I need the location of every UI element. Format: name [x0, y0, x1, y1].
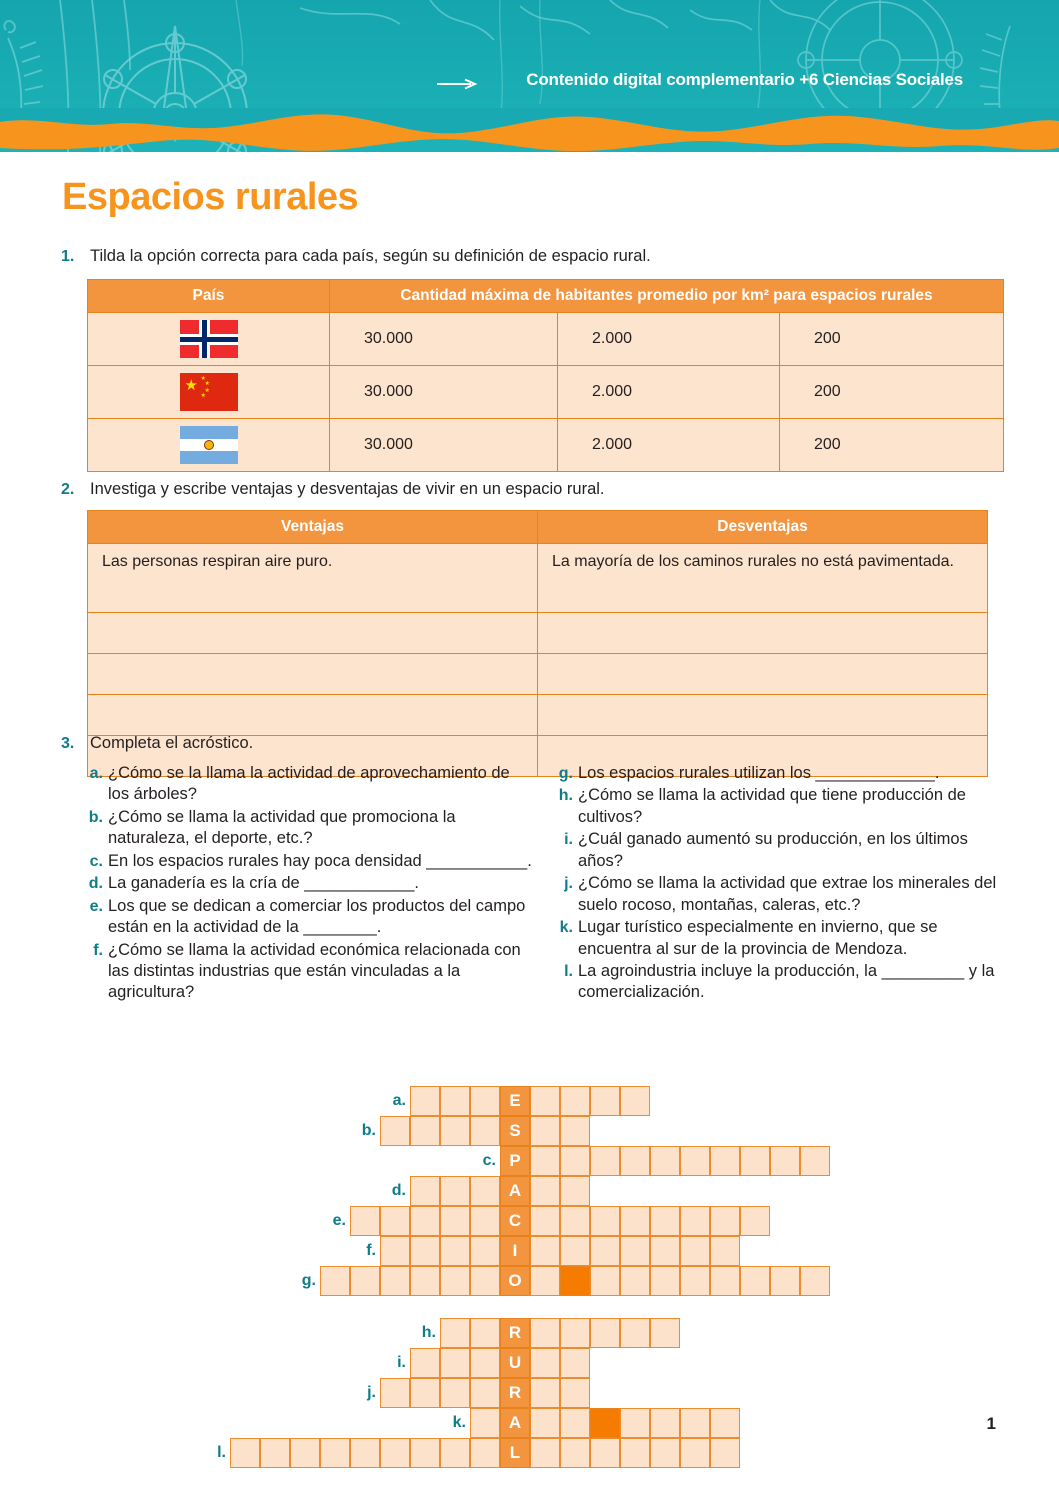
grid-cell[interactable] [560, 1318, 590, 1348]
clue-item-j [551, 873, 1001, 916]
grid-cell[interactable] [650, 1438, 680, 1468]
argentina-flag-cell [88, 419, 330, 472]
grid-cell[interactable] [440, 1206, 470, 1236]
grid-cell[interactable] [410, 1206, 440, 1236]
grid-cell[interactable] [710, 1146, 740, 1176]
clue-text-b: ¿Cómo se llama la actividad que promociona la naturaleza, el deporte, etc.? [108, 807, 456, 848]
desventaja-cell[interactable] [538, 695, 988, 736]
grid-cell[interactable] [590, 1438, 620, 1468]
option-cell-2000[interactable]: 2.000 [558, 313, 780, 366]
desventaja-cell[interactable]: La mayoría de los caminos rurales no está pavimentada. [538, 544, 988, 613]
clue-item-b [79, 807, 534, 850]
grid-row-offset [0, 1116, 346, 1146]
option-cell-2000[interactable]: 2.000 [558, 366, 780, 419]
grid-row-offset [0, 1438, 196, 1468]
grid-row-label: f. [366, 1242, 376, 1259]
grid-row-label: d. [391, 1182, 406, 1199]
grid-cell[interactable] [710, 1438, 740, 1468]
grid-cell[interactable] [470, 1318, 500, 1348]
grid-cell[interactable] [620, 1206, 650, 1236]
grid-row-f [0, 1236, 1059, 1266]
grid-cell[interactable] [650, 1146, 680, 1176]
ventaja-cell[interactable] [88, 654, 538, 695]
page-banner [0, 0, 1059, 152]
grid-row-offset [0, 1318, 406, 1348]
grid-cell[interactable] [560, 1116, 590, 1146]
grid-cell[interactable] [350, 1266, 380, 1296]
exercise-3-instruction: Completa el acróstico. [90, 734, 254, 752]
grid-cell[interactable] [530, 1408, 560, 1438]
table-paises [87, 279, 1004, 472]
grid-cell[interactable] [470, 1266, 500, 1296]
grid-cell[interactable] [530, 1086, 560, 1116]
clue-item-f [79, 940, 534, 1004]
grid-blocked-cell [560, 1266, 590, 1296]
grid-cell[interactable] [740, 1266, 770, 1296]
clue-item-d [79, 873, 534, 894]
clue-item-a [79, 763, 534, 806]
grid-cell[interactable] [470, 1176, 500, 1206]
grid-spine-cell: A [500, 1176, 530, 1206]
grid-cell[interactable] [470, 1348, 500, 1378]
clue-item-l [551, 961, 1001, 1004]
grid-cell[interactable] [560, 1378, 590, 1408]
table-row [88, 654, 988, 695]
grid-row-b [0, 1116, 1059, 1146]
china-flag-cell [88, 366, 330, 419]
grid-cell[interactable] [800, 1266, 830, 1296]
grid-spine-cell: E [500, 1086, 530, 1116]
grid-cell[interactable] [620, 1146, 650, 1176]
grid-row-i [0, 1348, 1059, 1378]
grid-cell[interactable] [260, 1438, 290, 1468]
clue-letter-j: j. [564, 875, 573, 893]
grid-cell[interactable] [530, 1266, 560, 1296]
clue-letter-i: i. [564, 831, 573, 849]
clue-text-d: La ganadería es la cría de ____________. [108, 874, 420, 893]
grid-row-offset [0, 1236, 346, 1266]
grid-row-offset [0, 1266, 286, 1296]
exercise-3-number: 3. [61, 735, 75, 752]
grid-row-label: e. [332, 1212, 346, 1229]
option-cell-30000[interactable]: 30.000 [330, 366, 558, 419]
grid-row-h [0, 1318, 1059, 1348]
grid-cell[interactable] [380, 1378, 410, 1408]
grid-row-j [0, 1378, 1059, 1408]
grid-cell[interactable] [530, 1438, 560, 1468]
grid-row-offset [0, 1086, 376, 1116]
grid-row-label: g. [301, 1272, 316, 1289]
table-paises-header-row [88, 280, 1004, 313]
grid-row-e [0, 1206, 1059, 1236]
ventaja-cell[interactable] [88, 613, 538, 654]
option-cell-30000[interactable]: 30.000 [330, 313, 558, 366]
th-cantidad-maxima: Cantidad máxima de habitantes promedio por km² para espacios rurales [330, 280, 1004, 313]
grid-spine-cell: U [500, 1348, 530, 1378]
acrostico-clues-right [551, 763, 1001, 1005]
grid-cell[interactable] [620, 1236, 650, 1266]
grid-row-d [0, 1176, 1059, 1206]
option-cell-2000[interactable]: 2.000 [558, 419, 780, 472]
clue-text-e: Los que se dedican a comerciar los productos del campo están en la actividad de la ________. [108, 896, 526, 937]
table-row [88, 419, 1004, 472]
grid-cell[interactable] [680, 1146, 710, 1176]
clue-text-f: ¿Cómo se llama la actividad económica relacionada con las distintas industrias que están vinculadas a la agricultura? [108, 940, 521, 1002]
clue-letter-h: h. [558, 787, 573, 805]
grid-cell[interactable] [590, 1266, 620, 1296]
grid-row-k [0, 1408, 1059, 1438]
grid-cell[interactable] [560, 1206, 590, 1236]
grid-cell[interactable] [530, 1206, 560, 1236]
grid-cell[interactable] [380, 1236, 410, 1266]
grid-cell[interactable] [590, 1146, 620, 1176]
acrostico-clues-left [79, 763, 534, 1005]
china-flag: ★ ★ ★ ★ ★ [180, 373, 238, 411]
grid-cell[interactable] [530, 1146, 560, 1176]
grid-cell[interactable] [590, 1206, 620, 1236]
grid-row-label: j. [367, 1384, 376, 1401]
grid-spine-cell: S [500, 1116, 530, 1146]
exercise-1-number: 1. [61, 248, 75, 265]
exercise-2-instruction: Investiga y escribe ventajas y desventajas de vivir en un espacio rural. [90, 480, 605, 498]
clue-item-i [551, 829, 1001, 872]
exercise-2-number: 2. [61, 481, 75, 498]
clue-letter-k: k. [559, 919, 573, 937]
grid-cell[interactable] [440, 1318, 470, 1348]
grid-cell[interactable] [530, 1378, 560, 1408]
clue-text-i: ¿Cuál ganado aumentó su producción, en los últimos años? [578, 830, 968, 870]
grid-row-offset [0, 1348, 376, 1378]
grid-cell[interactable] [530, 1176, 560, 1206]
grid-cell[interactable] [620, 1318, 650, 1348]
option-cell-200[interactable]: 200 [780, 419, 1004, 472]
clue-item-g [551, 763, 1001, 784]
table-row [88, 695, 988, 736]
grid-cell[interactable] [710, 1206, 740, 1236]
grid-cell[interactable] [380, 1206, 410, 1236]
grid-spine-cell: L [500, 1438, 530, 1468]
grid-row-label: h. [421, 1324, 436, 1341]
grid-cell[interactable] [440, 1116, 470, 1146]
th-desventajas: Desventajas [538, 511, 988, 544]
banner-title: Contenido digital complementario +6 Ciencias Sociales [526, 70, 963, 89]
clue-letter-a: a. [89, 765, 103, 782]
grid-spine-cell: A [500, 1408, 530, 1438]
option-cell-30000[interactable]: 30.000 [330, 419, 558, 472]
norway-flag [180, 320, 238, 358]
grid-blocked-cell [590, 1408, 620, 1438]
grid-cell[interactable] [320, 1438, 350, 1468]
grid-cell[interactable] [800, 1146, 830, 1176]
grid-cell[interactable] [770, 1146, 800, 1176]
norway-flag-cell [88, 313, 330, 366]
grid-cell[interactable] [560, 1348, 590, 1378]
grid-cell[interactable] [470, 1408, 500, 1438]
desventaja-cell[interactable] [538, 613, 988, 654]
grid-cell[interactable] [650, 1408, 680, 1438]
clue-text-c: En los espacios rurales hay poca densidad ___________. [108, 851, 532, 870]
clue-letter-b: b. [88, 808, 103, 826]
grid-row-label: l. [217, 1444, 226, 1461]
grid-cell[interactable] [680, 1438, 710, 1468]
grid-cell[interactable] [560, 1408, 590, 1438]
grid-cell[interactable] [740, 1146, 770, 1176]
grid-row-label: i. [397, 1354, 406, 1371]
clue-letter-e: e. [89, 897, 103, 915]
grid-cell[interactable] [620, 1408, 650, 1438]
grid-cell[interactable] [470, 1236, 500, 1266]
grid-cell[interactable] [440, 1176, 470, 1206]
clue-text-a: ¿Cómo se la llama la actividad de aprovechamiento de los árboles? [108, 764, 510, 804]
grid-cell[interactable] [770, 1266, 800, 1296]
grid-row-offset [0, 1176, 376, 1206]
clue-letter-f: f. [93, 941, 103, 959]
grid-cell[interactable] [440, 1438, 470, 1468]
grid-row-offset [0, 1378, 346, 1408]
grid-cell[interactable] [680, 1266, 710, 1296]
grid-cell[interactable] [470, 1378, 500, 1408]
exercise-3-instruction-row [58, 734, 253, 753]
grid-cell[interactable] [410, 1438, 440, 1468]
grid-cell[interactable] [530, 1318, 560, 1348]
th-ventajas: Ventajas [88, 511, 538, 544]
grid-row-l [0, 1438, 1059, 1468]
grid-cell[interactable] [620, 1266, 650, 1296]
grid-section-gap [0, 1296, 1059, 1318]
grid-cell[interactable] [410, 1236, 440, 1266]
grid-cell[interactable] [560, 1438, 590, 1468]
option-cell-200[interactable]: 200 [780, 366, 1004, 419]
grid-cell[interactable] [440, 1378, 470, 1408]
grid-cell[interactable] [560, 1236, 590, 1266]
grid-cell[interactable] [620, 1438, 650, 1468]
grid-cell[interactable] [620, 1086, 650, 1116]
grid-cell[interactable] [710, 1236, 740, 1266]
grid-cell[interactable] [320, 1266, 350, 1296]
grid-row-label: k. [452, 1414, 466, 1431]
clue-text-g: Los espacios rurales utilizan los _____________. [578, 764, 940, 782]
grid-cell[interactable] [380, 1266, 410, 1296]
grid-cell[interactable] [410, 1378, 440, 1408]
grid-row-label: a. [392, 1092, 406, 1109]
option-cell-200[interactable]: 200 [780, 313, 1004, 366]
grid-cell[interactable] [410, 1086, 440, 1116]
th-pais: País [88, 280, 330, 313]
grid-cell[interactable] [470, 1116, 500, 1146]
grid-cell[interactable] [230, 1438, 260, 1468]
grid-cell[interactable] [680, 1206, 710, 1236]
grid-cell[interactable] [590, 1236, 620, 1266]
exercise-1-instruction-row [58, 247, 651, 266]
clue-text-h: ¿Cómo se llama la actividad que tiene producción de cultivos? [578, 786, 966, 826]
arrow-icon [437, 78, 481, 90]
clue-item-c [79, 851, 534, 872]
grid-cell[interactable] [650, 1318, 680, 1348]
clue-text-l: La agroindustria incluye la producción, la _________ y la comercialización. [578, 961, 995, 1002]
grid-cell[interactable] [680, 1408, 710, 1438]
grid-cell[interactable] [440, 1086, 470, 1116]
grid-cell[interactable] [680, 1236, 710, 1266]
grid-cell[interactable] [650, 1236, 680, 1266]
table-row [88, 313, 1004, 366]
torn-paper-edge [0, 108, 1059, 152]
grid-cell[interactable] [380, 1438, 410, 1468]
grid-cell[interactable] [410, 1266, 440, 1296]
grid-spine-cell: C [500, 1206, 530, 1236]
grid-cell[interactable] [650, 1266, 680, 1296]
argentina-flag [180, 426, 238, 464]
grid-cell[interactable] [530, 1348, 560, 1378]
grid-cell[interactable] [560, 1146, 590, 1176]
grid-cell[interactable] [440, 1236, 470, 1266]
page-number: 1 [986, 1414, 996, 1433]
table-row [88, 613, 988, 654]
exercise-1-instruction: Tilda la opción correcta para cada país, según su definición de espacio rural. [90, 247, 651, 265]
grid-cell[interactable] [440, 1348, 470, 1378]
exercise-2-instruction-row [58, 480, 605, 499]
clue-text-k: Lugar turístico especialmente en invierno, que se encuentra al sur de la provincia de Mendoza. [578, 918, 938, 958]
clue-item-h [551, 785, 1001, 828]
grid-spine-cell: I [500, 1236, 530, 1266]
ventaja-cell[interactable] [88, 695, 538, 736]
grid-cell[interactable] [470, 1206, 500, 1236]
grid-row-label: c. [482, 1152, 496, 1169]
grid-spine-cell: P [500, 1146, 530, 1176]
grid-cell[interactable] [290, 1438, 320, 1468]
clue-letter-l: l. [564, 962, 573, 980]
grid-cell[interactable] [740, 1206, 770, 1236]
grid-cell[interactable] [590, 1086, 620, 1116]
grid-cell[interactable] [530, 1116, 560, 1146]
clue-item-e [79, 896, 534, 939]
desventaja-cell[interactable] [538, 654, 988, 695]
grid-cell[interactable] [470, 1086, 500, 1116]
grid-row-offset [0, 1206, 316, 1236]
table-ventajas-header-row [88, 511, 988, 544]
clue-letter-g: g. [558, 765, 573, 782]
clue-letter-c: c. [89, 852, 103, 870]
grid-cell[interactable] [410, 1348, 440, 1378]
grid-spine-cell: O [500, 1266, 530, 1296]
grid-spine-cell: R [500, 1378, 530, 1408]
grid-cell[interactable] [560, 1176, 590, 1206]
acrostico-grid[interactable] [0, 1086, 1059, 1468]
grid-cell[interactable] [410, 1116, 440, 1146]
clue-text-j: ¿Cómo se llama la actividad que extrae los minerales del suelo rocoso, montañas, caleras, etc.? [578, 874, 997, 914]
grid-cell[interactable] [350, 1206, 380, 1236]
grid-cell[interactable] [530, 1236, 560, 1266]
ventaja-cell[interactable]: Las personas respiran aire puro. [88, 544, 538, 613]
grid-spine-cell: R [500, 1318, 530, 1348]
table-row [88, 544, 988, 613]
grid-cell[interactable] [440, 1266, 470, 1296]
grid-cell[interactable] [560, 1086, 590, 1116]
clue-letter-d: d. [88, 875, 103, 893]
grid-cell[interactable] [650, 1206, 680, 1236]
table-row [88, 366, 1004, 419]
grid-cell[interactable] [710, 1266, 740, 1296]
grid-cell[interactable] [380, 1116, 410, 1146]
grid-cell[interactable] [590, 1318, 620, 1348]
grid-cell[interactable] [710, 1408, 740, 1438]
page-title: Espacios rurales [62, 176, 359, 218]
grid-row-offset [0, 1146, 466, 1176]
clue-item-k [551, 917, 1001, 960]
grid-row-g [0, 1266, 1059, 1296]
grid-row-c [0, 1146, 1059, 1176]
grid-row-offset [0, 1408, 436, 1438]
grid-cell[interactable] [350, 1438, 380, 1468]
grid-row-a [0, 1086, 1059, 1116]
grid-cell[interactable] [410, 1176, 440, 1206]
grid-cell[interactable] [470, 1438, 500, 1468]
grid-row-label: b. [361, 1122, 376, 1139]
